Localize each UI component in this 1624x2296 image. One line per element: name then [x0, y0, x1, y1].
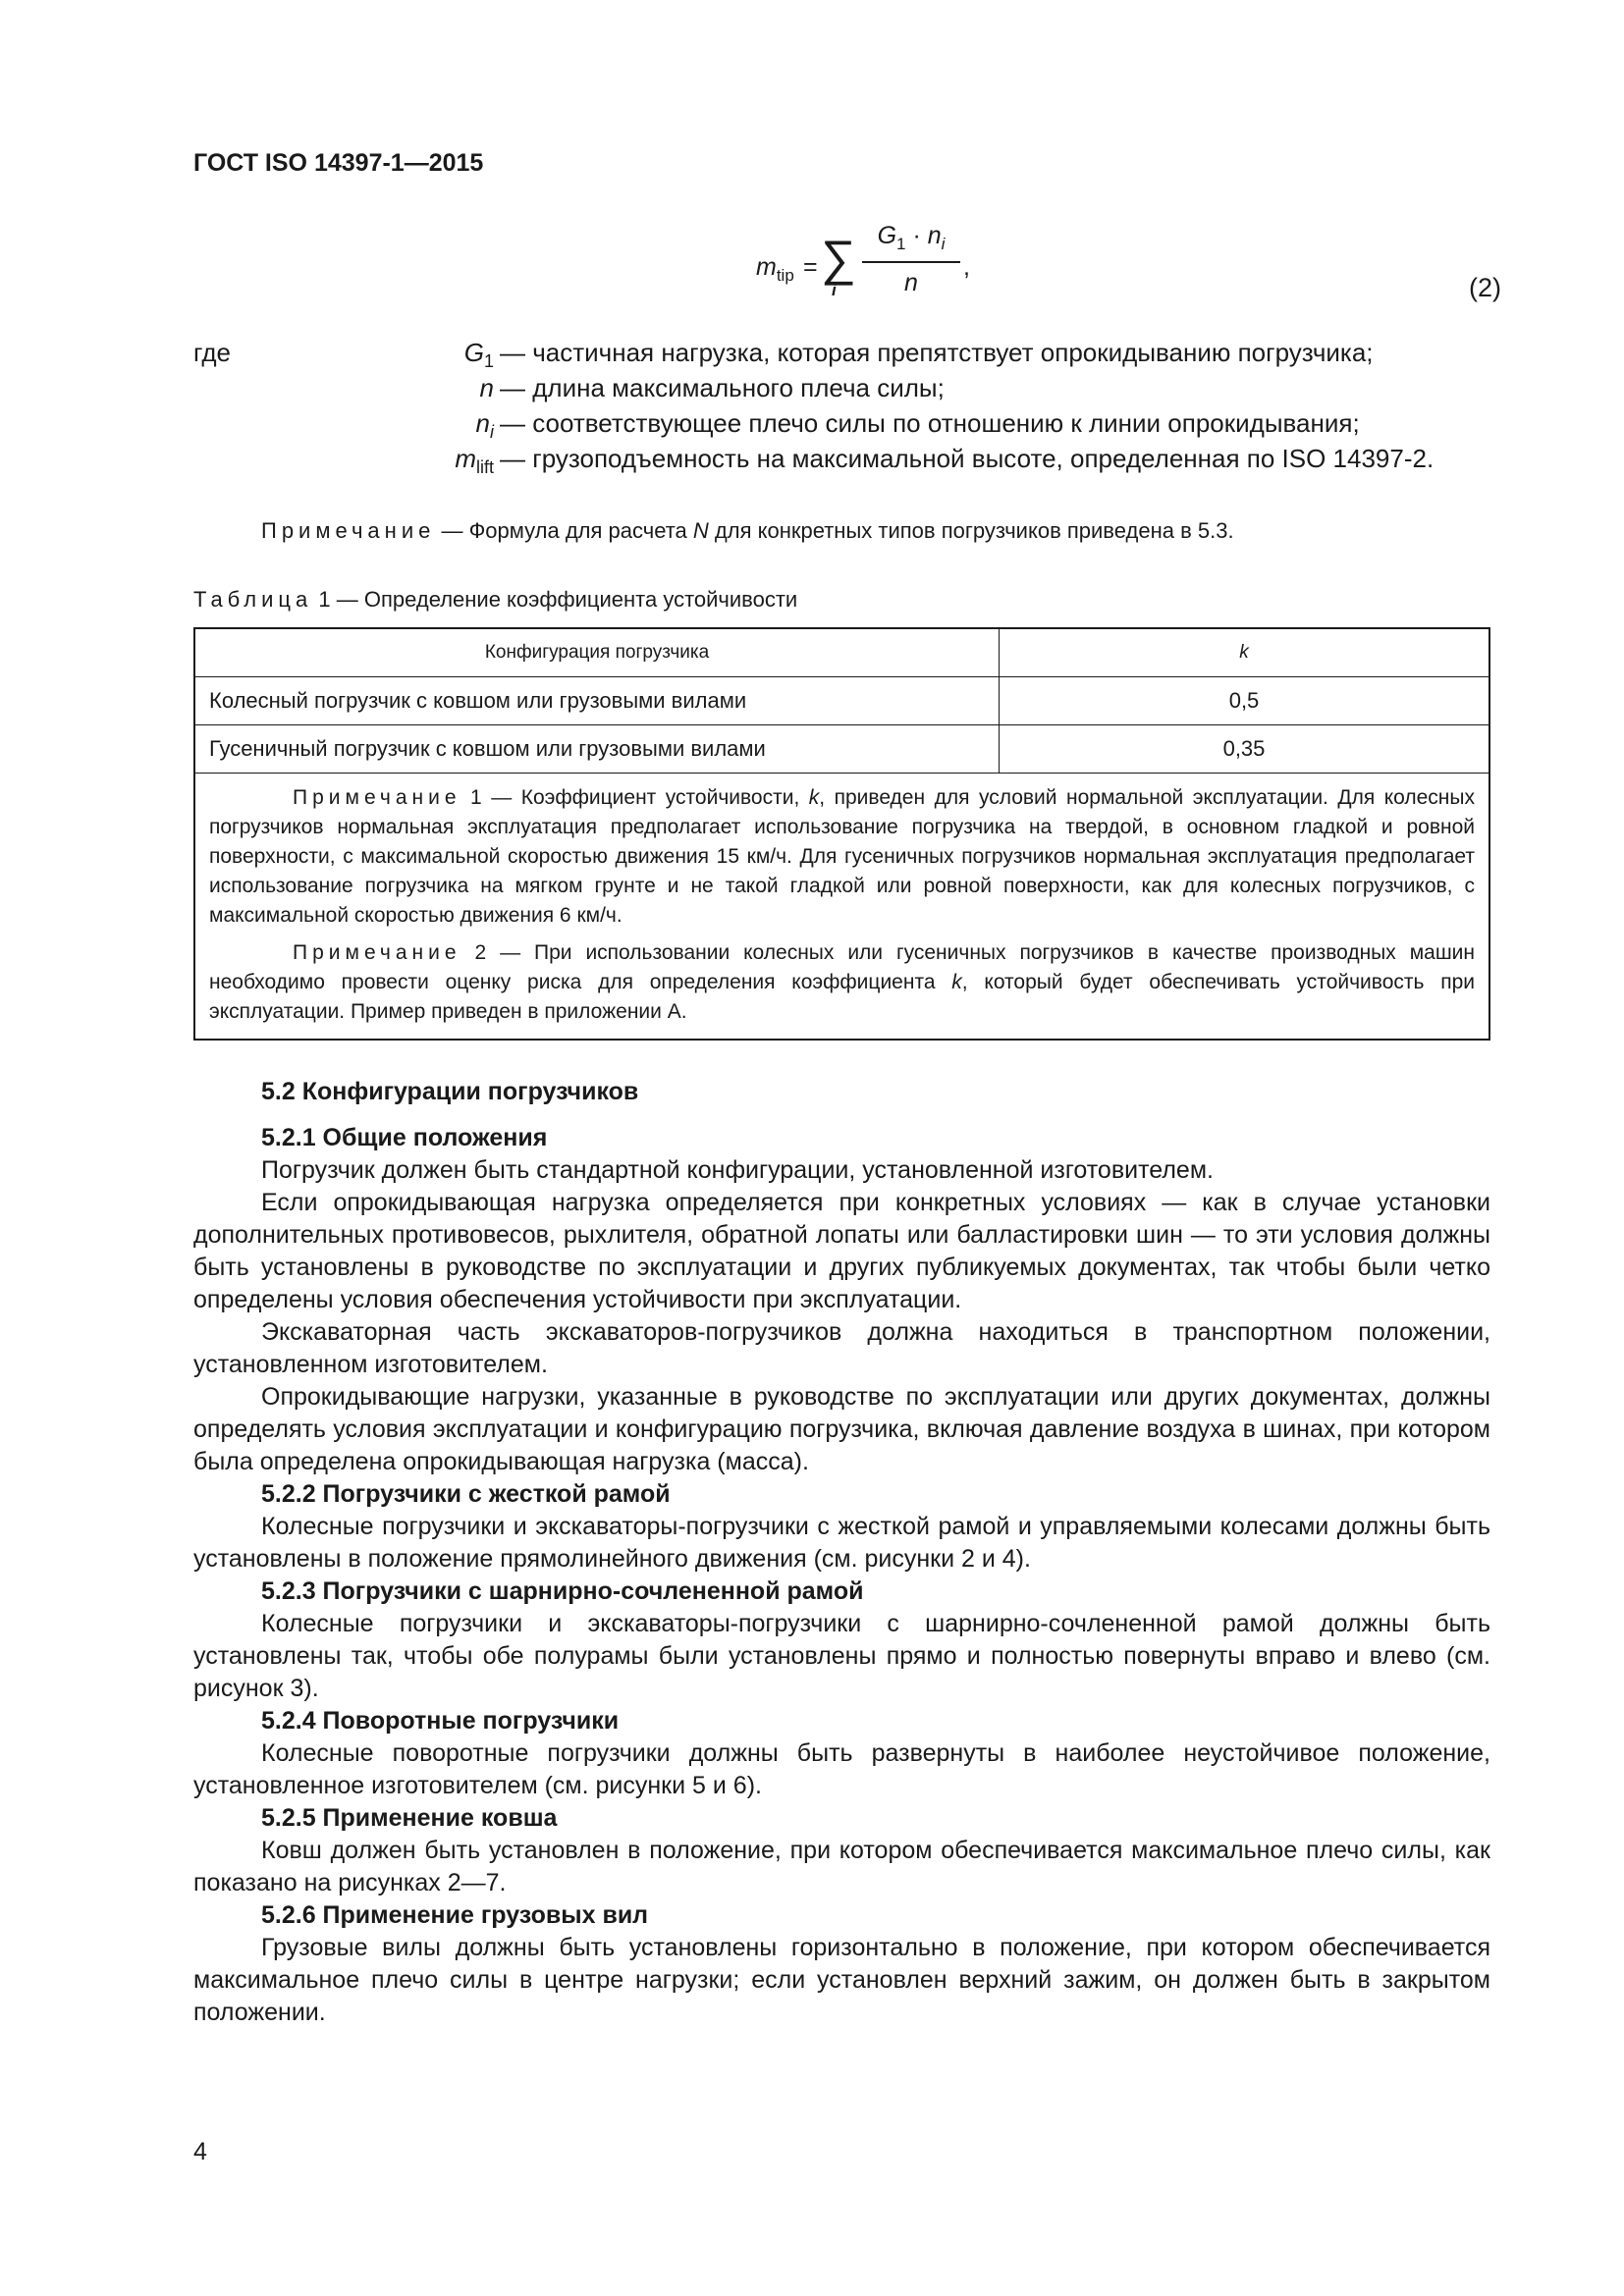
subsection-heading: 5.2.2 Погрузчики с жесткой рамой: [261, 1480, 671, 1508]
table-header-cell: k: [1000, 628, 1490, 677]
table-notes-row: [194, 774, 1489, 1041]
legend-symbol: n: [479, 373, 494, 402]
formula-number: (2): [1469, 273, 1501, 302]
legend-description: — грузоподъемность на максимальной высоте, определенная по ISO 14397-2.: [500, 444, 1435, 473]
subsection-heading: 5.2.5 Применение ковша: [261, 1804, 558, 1832]
legend-symbol: $G_1$: [463, 338, 494, 372]
subsection-heading: 5.2.1 Общие положения: [261, 1124, 548, 1151]
paragraph: Колесные поворотные погрузчики должны быть развернуты в наиболее неустойчивое положение, установленное изготовителем (см. рисунки 5 и 6).: [193, 1739, 1490, 1799]
table-note-2: Примечание 2 — При использовании колесных или гусеничных погрузчиков в качестве производных машин необходимо провести оценку риска для определения коэффициента k, который будет обеспечивать устойчивость при эксплуатации. Пример приведен в приложении А.: [209, 941, 1475, 1023]
formula-2: [756, 218, 982, 306]
legend-row: [193, 444, 1529, 479]
table-cell: 0,5: [1000, 677, 1490, 725]
table-cell: 0,35: [1000, 725, 1490, 774]
paragraph: Экскаваторная часть экскаваторов-погрузчиков должна находиться в транспортном положении, установленном изготовителем.: [193, 1318, 1490, 1378]
paragraph: Опрокидывающие нагрузки, указанные в руководстве по эксплуатации или других документах, должны определять условия эксплуатации и конфигурацию погрузчика, включая давление воздуха в шинах, при котором была определена опрокидывающая нагрузка (масса).: [193, 1383, 1490, 1475]
legend-description: — частичная нагрузка, которая препятствует опрокидыванию погрузчика;: [500, 338, 1374, 367]
paragraph: Колесные погрузчики и экскаваторы-погрузчики с шарнирно-сочлененной рамой должны быть установлены так, чтобы обе полурамы были установлены прямо и полностью повернуты вправо и влево (см. рисунок 3).: [193, 1610, 1490, 1702]
subsection-heading: 5.2.4 Поворотные погрузчики: [261, 1707, 620, 1735]
formula-note: Примечание — Формула для расчета N для конкретных типов погрузчиков приведена в 5.3.: [261, 518, 1234, 543]
formula-lhs: $m_{tip}$: [756, 253, 794, 285]
paragraph: Ковш должен быть установлен в положение, при котором обеспечивается максимальное плечо силы, как показано на рисунках 2—7.: [193, 1837, 1490, 1896]
formula-fraction-bar: [862, 261, 960, 263]
formula-sigma: ∑: [821, 231, 856, 286]
table-notes: [194, 774, 1489, 1041]
table-row: [194, 677, 1489, 725]
formula-equals: =: [803, 253, 818, 281]
stability-coefficient-table: [193, 627, 1490, 1041]
formula-sigma-index: i: [832, 281, 837, 299]
table-row: [194, 725, 1489, 774]
legend-row: [193, 338, 1529, 373]
legend-row: [193, 408, 1529, 444]
legend-symbol: $m_{lift}$: [455, 444, 494, 478]
section-body: [193, 1076, 1490, 2029]
formula-denominator: n: [904, 269, 918, 296]
page-number: 4: [193, 2138, 207, 2165]
formula-numerator: $G_1 \cdot n_i$: [877, 222, 946, 253]
paragraph: Грузовые вилы должны быть установлены горизонтально в положение, при котором обеспечивается максимальное плечо силы в центре нагрузки; если установлен верхний зажим, он должен быть в закрытом положении.: [193, 1934, 1490, 2026]
table-caption: Таблица 1 — Определение коэффициента устойчивости: [193, 587, 798, 612]
paragraph: Погрузчик должен быть стандартной конфигурации, установленной изготовителем.: [261, 1156, 1214, 1184]
table-cell: Гусеничный погрузчик с ковшом или грузовыми вилами: [194, 725, 1000, 774]
subsection-heading: 5.2.3 Погрузчики с шарнирно-сочлененной рамой: [261, 1577, 864, 1605]
table-cell: Колесный погрузчик с ковшом или грузовыми вилами: [194, 677, 1000, 725]
table-header-cell: Конфигурация погрузчика: [194, 628, 1000, 677]
formula-comma: ,: [963, 253, 970, 281]
legend-row: [193, 373, 1529, 408]
table-header-row: [194, 628, 1489, 677]
document-header-title: ГОСТ ISO 14397-1—2015: [193, 149, 484, 177]
paragraph: Колесные погрузчики и экскаваторы-погрузчики с жесткой рамой и управляемыми колесами должны быть установлены в положение прямолинейного движения (см. рисунки 2 и 4).: [193, 1513, 1490, 1573]
legend-symbol: $n_i$: [475, 408, 494, 443]
subsection-heading: 5.2.6 Применение грузовых вил: [261, 1901, 649, 1929]
table-note-1: Примечание 1 — Коэффициент устойчивости, k, приведен для условий нормальной эксплуатации. Для колесных погрузчиков нормальная эксплуатация предполагает использование погрузчика на твердой, в основном гладкой и ровной поверхности, с максимальной скоростью движения 15 км/ч. Для гусеничных погрузчиков нормальная эксплуатация предполагает использование погрузчика на мягком грунте и не такой гладкой или ровной поверхности, как для колесных погрузчиков, с максимальной скоростью движения 6 км/ч.: [209, 786, 1475, 927]
legend-description: — длина максимального плеча силы;: [500, 373, 945, 402]
section-heading: 5.2 Конфигурации погрузчиков: [261, 1078, 639, 1105]
legend-intro: где: [193, 338, 231, 367]
formula-legend: [193, 338, 1529, 479]
paragraph: Если опрокидывающая нагрузка определяется при конкретных условиях — как в случае установки дополнительных противовесов, рыхлителя, обратной лопаты или балластировки шин — то эти условия должны быть установлены в руководстве по эксплуатации и других публикуемых документах, так чтобы были четко определены условия обеспечения устойчивости при эксплуатации.: [193, 1189, 1490, 1313]
legend-description: — соответствующее плечо силы по отношению к линии опрокидывания;: [500, 408, 1360, 438]
